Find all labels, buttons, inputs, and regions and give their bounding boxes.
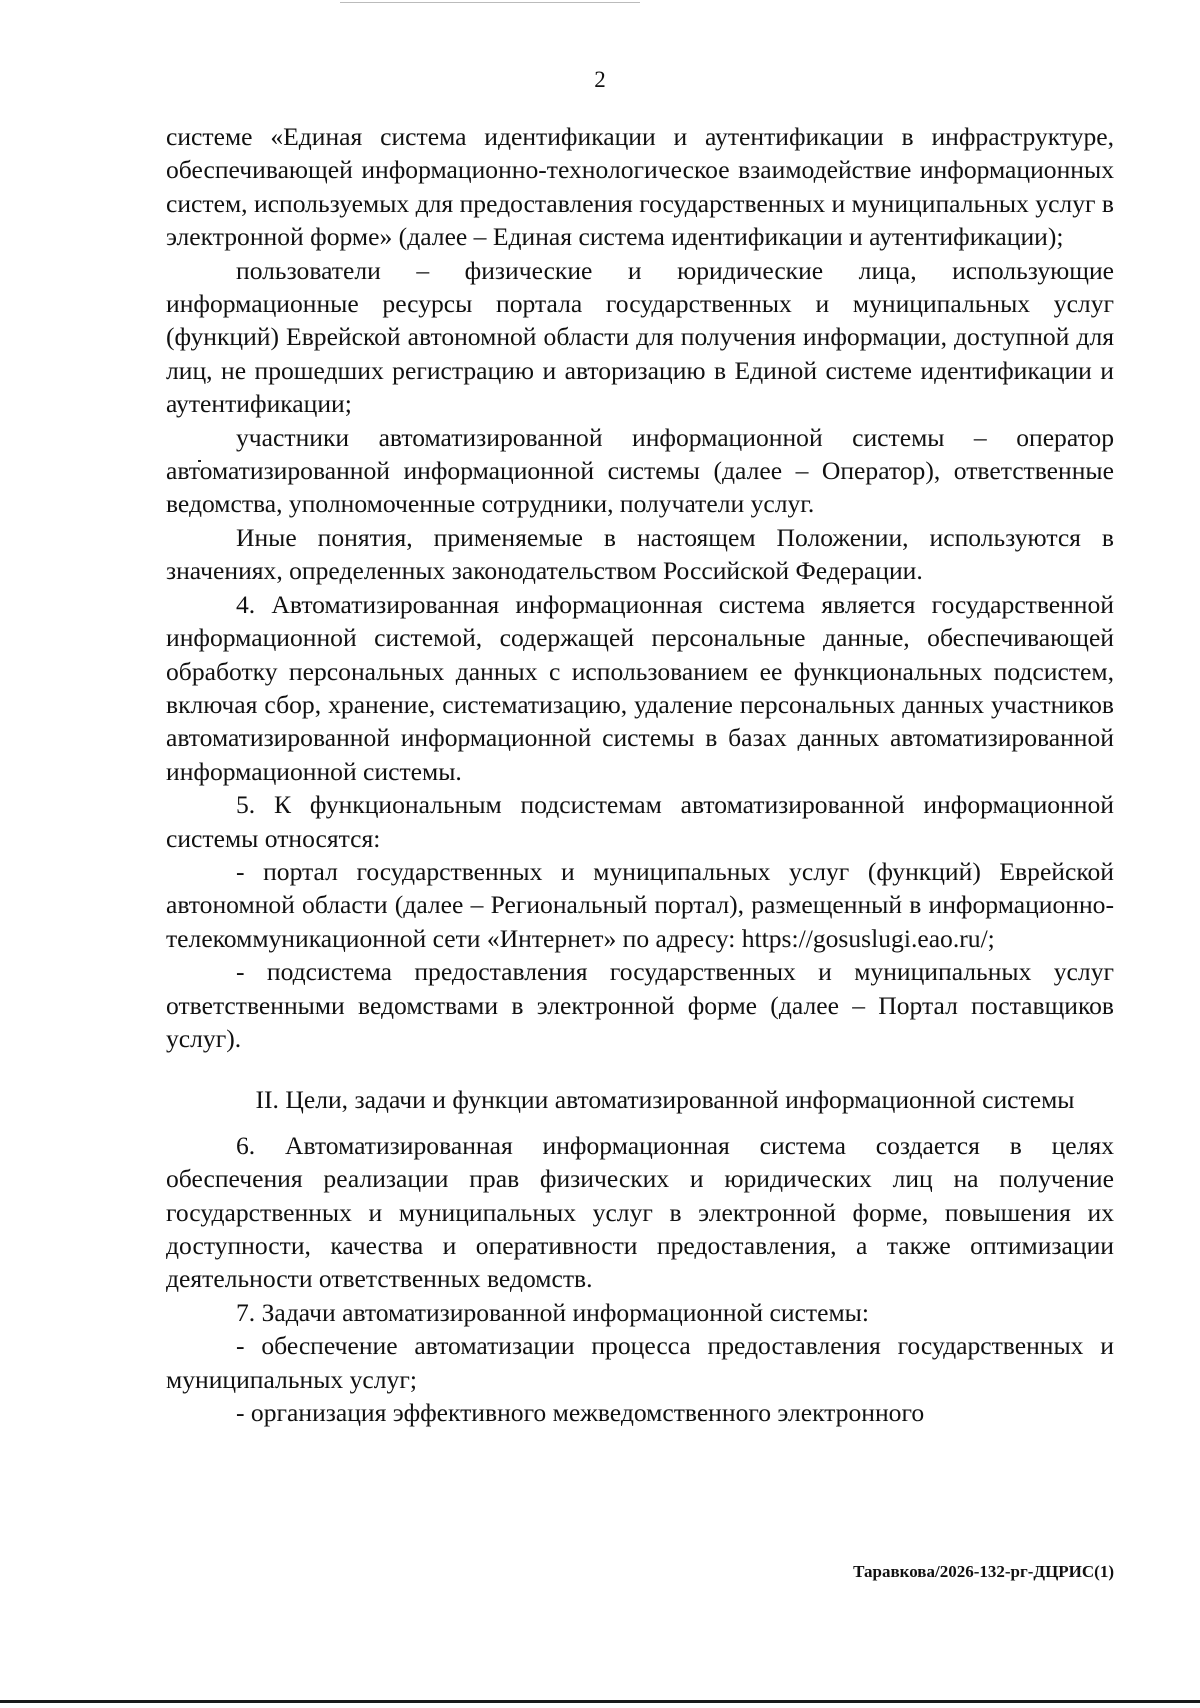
paragraph-item-7: 7. Задачи автоматизированной информационной системы: (236, 1297, 869, 1327)
paragraph-participants-definition: участники автоматизированной информационной системы – оператор автоматизированной информационной системы (далее – Оператор), ответственные ведомства, уполномоченные сотрудники, получатели услуг. (166, 422, 1114, 519)
section-heading: II. Цели, задачи и функции автоматизированной информационной системы (255, 1085, 1075, 1115)
page-number: 2 (594, 67, 606, 92)
document-body (166, 120, 1114, 1429)
list-item-provider-portal: - подсистема предоставления государственных и муниципальных услуг ответственными ведомствами в электронной форме (далее – Портал поставщиков услуг). (166, 957, 1114, 1053)
paragraph-item-4: 4. Автоматизированная информационная система является государственной информационной системой, содержащей персональные данные, обеспечивающей обработку персональных данных с использованием ее функциональных подсистем, включая сбор, хранение, систематизацию, удаление персональных данных участников автоматизированной информационной системы в базах данных автоматизированной информационной системы. (166, 589, 1114, 786)
paragraph-users-definition: пользователи – физические и юридические лица, использующие информационные ресурсы портала государственных и муниципальных услуг (функций) Еврейской автономной области для получения информации, доступной для лиц, не прошедших регистрацию и авторизацию в Единой системе идентификации и аутентификации; (166, 255, 1114, 419)
list-item-regional-portal: - портал государственных и муниципальных услуг (функций) Еврейской автономной области (далее – Региональный портал), размещенный в информационно-телекоммуникационной сети «Интернет» по адресу: https://gosuslugi.eao.ru/; (166, 856, 1114, 953)
list-item-interaction: - организация эффективного межведомственного электронного (236, 1398, 925, 1428)
paragraph-other-terms: Иные понятия, применяемые в настоящем Положении, используются в значениях, определенных законодательством Российской Федерации. (166, 522, 1114, 586)
paragraph-item-6: 6. Автоматизированная информационная система создается в целях обеспечения реализации прав физических и юридических лиц на получение государственных и муниципальных услуг в электронной форме, повышения их доступности, качества и оперативности предоставления, а также оптимизации деятельности ответственных ведомств. (166, 1130, 1114, 1294)
scan-edge-bottom (0, 1700, 1200, 1703)
document-registration-code: Таравкова/2026-132-рг-ДЦРИС(1) (853, 1562, 1114, 1581)
list-item-automation: - обеспечение автоматизации процесса предоставления государственных и муниципальных услуг; (166, 1331, 1114, 1394)
paragraph-definition-continuation: системе «Единая система идентификации и аутентификации в инфраструктуре, обеспечивающей информационно-технологическое взаимодействие информационных систем, используемых для предоставления государственных и муниципальных услуг в электронной форме» (далее – Единая система идентификации и аутентификации); (166, 122, 1114, 252)
scan-edge-top (340, 2, 640, 3)
paragraph-item-5: 5. К функциональным подсистемам автоматизированной информационной системы относятся: (166, 790, 1114, 853)
